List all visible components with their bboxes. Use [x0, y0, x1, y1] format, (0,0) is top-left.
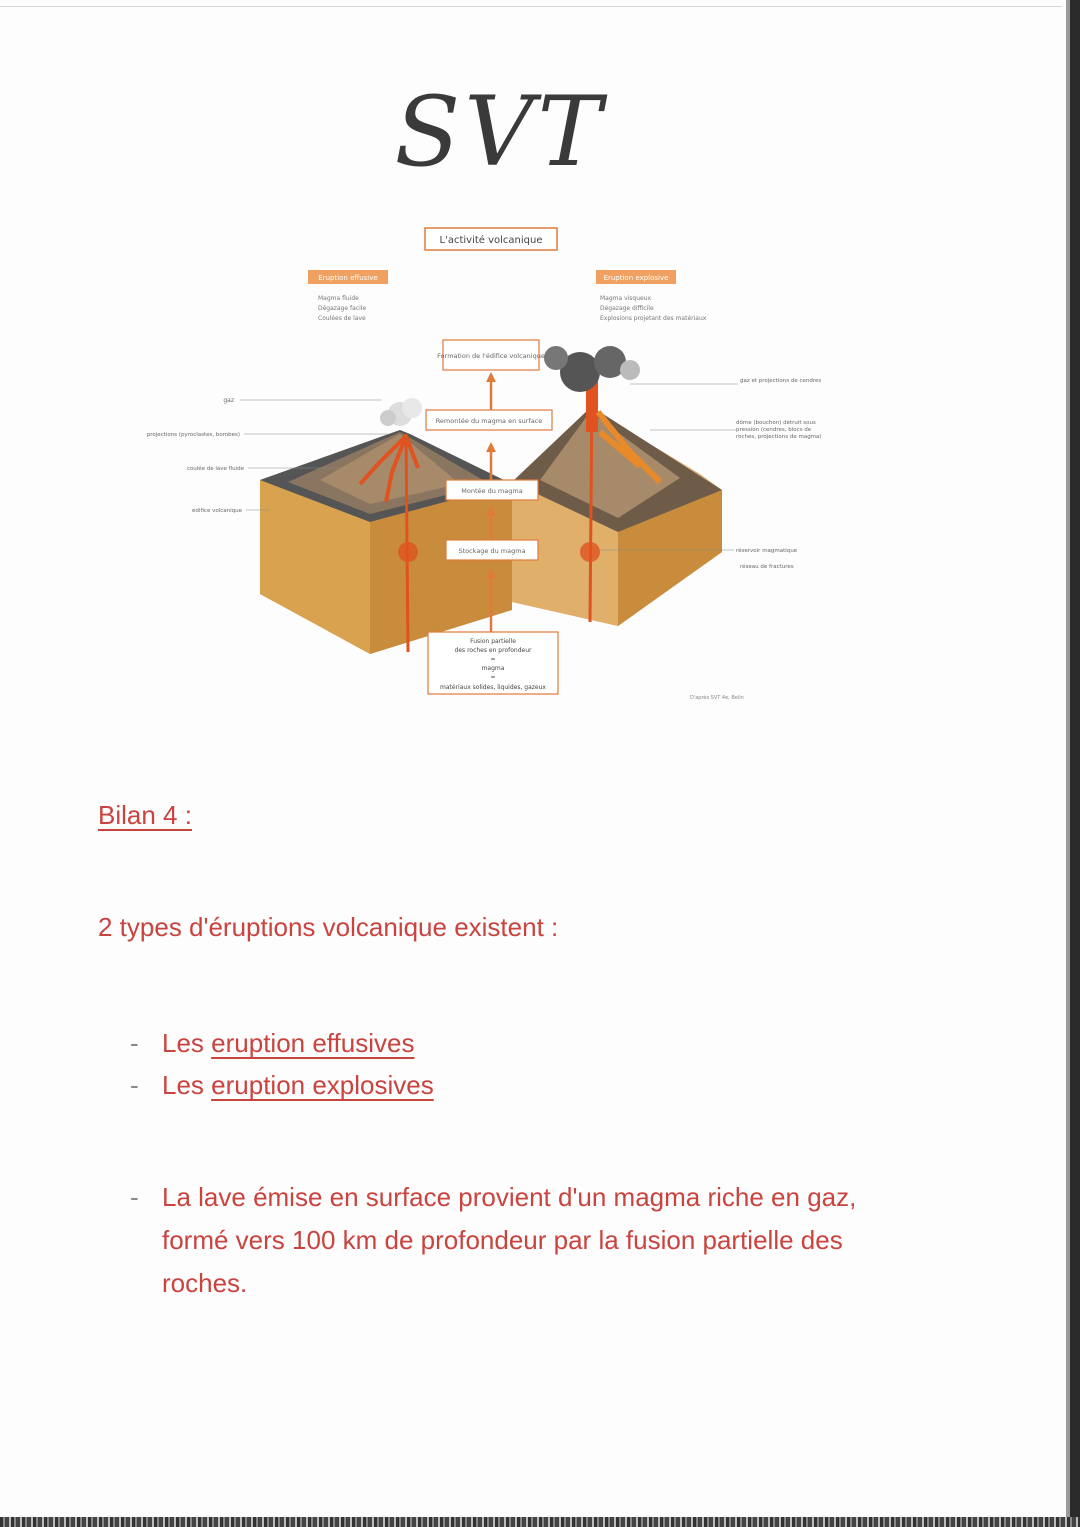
right-label: Eruption explosive: [603, 274, 669, 282]
left-label: Eruption effusive: [318, 274, 378, 282]
volcano-figure: [146, 222, 830, 712]
bilan-heading: Bilan 4 :: [98, 800, 192, 830]
explosive-volcano-block: [512, 346, 722, 626]
list-item: [130, 1022, 434, 1064]
annotation-label: projections (pyroclastes, bombes): [146, 432, 240, 438]
fusion-line: des roches en profondeur: [454, 647, 532, 654]
fusion-line: =: [490, 656, 496, 663]
annotation-label: réservoir magmatique: [736, 548, 798, 554]
step-label: Remontée du magma en surface: [435, 417, 543, 425]
annotation-label: gaz: [223, 397, 234, 404]
left-point: Dégazage facile: [318, 305, 367, 312]
dash-bullet: -: [130, 1182, 139, 1212]
lava-paragraph: [130, 1176, 890, 1305]
left-point: Coulées de lave: [318, 315, 366, 322]
figure-credit: D'après SVT 4e, Belin: [690, 695, 744, 701]
step-label: Stockage du magma: [458, 547, 526, 555]
scan-top-line: [0, 6, 1062, 7]
fusion-line: Fusion partielle: [470, 638, 516, 645]
list-prefix: Les: [162, 1070, 212, 1100]
fusion-line: matériaux solides, liquides, gazeux: [440, 684, 546, 691]
step-label: Montée du magma: [461, 487, 523, 495]
annotation-label: coulée de lave fluide: [186, 466, 244, 472]
list-prefix: Les: [162, 1028, 212, 1058]
flow-arrowhead: [486, 372, 496, 382]
volcano-diagram: [146, 222, 830, 712]
scan-edge: [1070, 0, 1080, 1527]
annotation-label: réseau de fractures: [740, 564, 794, 570]
fusion-line: =: [490, 674, 496, 681]
left-point: Magma fluide: [318, 295, 359, 302]
annotation-wrap: [736, 420, 826, 464]
list-item: [130, 1064, 434, 1106]
step-label: Formation de l'édifice volcanique: [437, 352, 545, 360]
eruption-types-list: [130, 1022, 434, 1106]
flow-arrowhead: [486, 442, 496, 452]
figure-title: L'activité volcanique: [439, 235, 543, 246]
annotation-label: gaz et projections de cendres: [740, 378, 822, 384]
annotation-label: dôme (bouchon) détruit sous pression (cendres, blocs de roches, projections de magma): [736, 420, 822, 440]
scan-edge: [0, 1517, 1080, 1527]
list-term: eruption effusives: [211, 1028, 415, 1058]
intro-text: 2 types d'éruptions volcanique existent :: [98, 912, 559, 942]
fusion-line: magma: [481, 665, 505, 672]
right-point: Magma visqueux: [600, 295, 652, 302]
page-title: SVT: [394, 76, 606, 188]
effusive-volcano-block: [260, 398, 512, 654]
annotation-label: édifice volcanique: [192, 508, 242, 514]
right-point: Dégazage difficile: [600, 305, 654, 312]
dash-bullet: -: [130, 1028, 139, 1058]
dash-bullet: -: [130, 1070, 139, 1100]
paragraph-text: La lave émise en surface provient d'un magma riche en gaz, formé vers 100 km de profondeur par la fusion partielle des roches.: [162, 1182, 857, 1298]
list-term: eruption explosives: [211, 1070, 434, 1100]
right-point: Explosions projetant des matériaux: [600, 315, 707, 322]
